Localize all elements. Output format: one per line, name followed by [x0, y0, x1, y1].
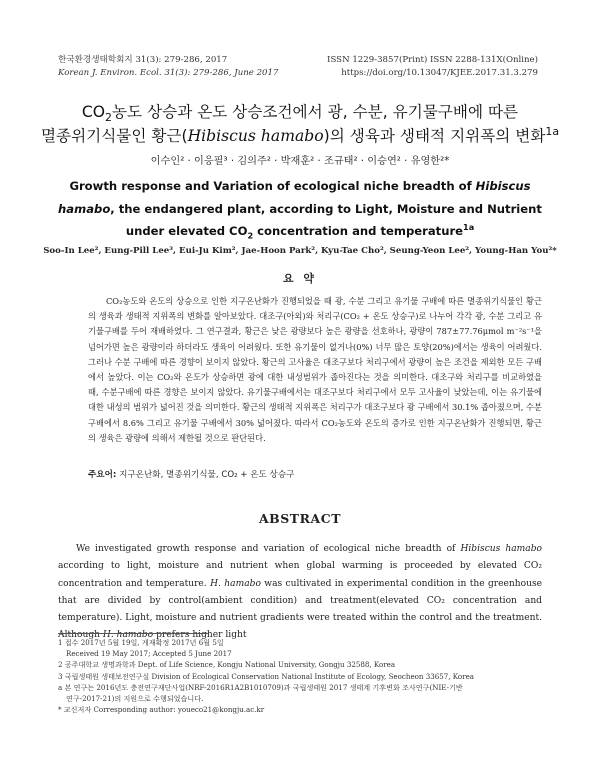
footnote-1-ko: 1 접수 2017년 5월 19일, 게재확정 2017년 6월 5일 [58, 638, 224, 647]
footnote-3: 3 국립생태원 생태보전연구실 Division of Ecological Conservation National Institute of Ecology, Seocheon 33657, Korea [58, 671, 475, 681]
abstract-seg3: was cultivated in experimental condition in the greenhouse that are divided by control(ambient condition) and treatment(elevated CO₂ concentration and temperature). Light, moisture and nutrient gradients were treated within the control and the treatment. Although [58, 578, 542, 641]
abstract-heading: ABSTRACT [258, 511, 342, 526]
footnote-2: 2 공주대학교 생명과학과 Dept. of Life Science, Kongju National University, Gongju 32588, Korea [58, 660, 396, 670]
abstract-species-2: H. hamabo [210, 578, 261, 589]
title-ko-line1: 농도 상승과 온도 상승조건에서 광, 수분, 유기물구배에 따른 [111, 103, 519, 121]
title-korean [40, 100, 560, 148]
footnote-1-en: Received 19 May 2017; Accepted 5 June 2017 [66, 649, 232, 659]
title-ko-co2: CO [81, 103, 106, 121]
issn: ISSN 1229-3857(Print) ISSN 2288-131X(Online) [327, 55, 538, 65]
title-en-part2: , the endangered plant, according to Light, Moisture and Nutrient under elevated CO [110, 201, 542, 238]
journal-header-right [327, 54, 538, 80]
keywords-text: 지구온난화, 멸종위기식물, CO₂ + 온도 상승구 [119, 470, 295, 480]
title-ko-line2-pre: 멸종위기식물인 황근( [40, 127, 188, 145]
keywords-label: 주요어: [88, 470, 117, 480]
abstract-seg1: We investigated growth response and variation of ecological niche breadth of [76, 544, 461, 554]
title-en-part1: Growth response and Variation of ecological niche breadth of [69, 179, 476, 193]
footnote-a-line2: 연구-2017-21)의 지원으로 수행되었습니다. [66, 694, 204, 704]
footnote-corresponding[interactable]: * 교신저자 Corresponding author: youeco21@kongju.ac.kr [58, 705, 265, 715]
abstract-seg4: prefers higher light [153, 630, 247, 641]
title-ko-species: Hibiscus hamabo [187, 127, 324, 145]
abstract-seg2: according to light, moisture and nutrient when global warming is proceeded by elevated CO₂ concentration and temperature. [58, 561, 542, 589]
abstract-species-1: Hibiscus hamabo [460, 544, 542, 554]
journal-citation-en: Korean J. Environ. Ecol. 31(3): 279-286, June 2017 [58, 68, 279, 78]
title-en-co2-sub: 2 [247, 230, 254, 241]
summary-heading: 요 약 [282, 272, 318, 285]
authors-english: Soo-In Lee², Eung-Pill Lee³, Eui-Ju Kim², Jae-Hoon Park², Kyu-Tae Cho², Seung-Yeon Lee², Young-Han You²* [43, 246, 557, 256]
footnote-a-line1: a 본 연구는 2016년도 충전연구재단사업(NRF-2016R1A2B1010709)과 국립생태원 2017 생태계 기후변화 조사연구(NIE-기반 [58, 682, 463, 692]
title-en-species: Hibiscus hamabo [58, 179, 531, 216]
title-ko-superscript: 1a [545, 124, 560, 138]
authors-korean: 이수인² · 이응필³ · 김의주² · 박재훈² · 조규태² · 이승연² · 유영한²* [150, 156, 450, 167]
journal-citation-ko: 한국환경생태학회지 31(3): 279-286, 2017 [58, 55, 228, 65]
abstract-paragraph [58, 541, 542, 645]
summary-paragraph: CO₂농도와 온도의 상승으로 인한 지구온난화가 진행되었을 때 광, 수분 그리고 유기물 구배에 따른 멸종위기식물인 황근의 생육과 생태적 지위폭의 변화를 알아보았다. 대조구(아외)와 처리구(CO₂ + 온도 상승구)로 나누어 각각 광, 수분 그리고 유기물구배를 두어 재배하였다. 그 연구결과, 황근은 낮은 광량보다 높은 광량을 선호하나, 광량이 787±77.76μmol m⁻²s⁻¹을 넘어가면 높은 광량이라 하더라도 생육이 어려웠다. 또한 유기물이 없거나(0%) 너무 많은 토양(20%)에서는 생육이 어려웠다. 그러나 수분 구배에 따른 경향이 보이지 않았다. 황근의 고사율은 대조구보다 처리구에서 광량이 높은 조건을 제외한 모든 구배에서 높았다. 이는 CO₂와 온도가 상승하면 광에 대한 내성범위가 좁아진다는 것을 의미한다. 대조구와 처리구를 비교하였을 때, 수분구배에 따른 경향은 보이지 않았다. 유기물구배에서는 대조구보다 처리구에서 모두 고사율이 낮았는데, 이는 유기물에 대한 내성의 범위가 넓어진 것을 의미한다. 황근의 생태적 지위폭은 처리구가 대조구보다 광 구배에서 30.1% 좁아졌으며, 수분 구배에서 8.6% 그리고 유기물 구배에서 30% 넓어졌다. 따라서 CO₂농도와 온도의 증가로 인한 지구온난화가 진행되면, 황근의 생육은 광량에 의해서 제한될 것으로 판단된다. [88, 296, 542, 443]
title-en-superscript: 1a [463, 222, 475, 233]
title-ko-line2-post: )의 생육과 생태적 지위폭의 변화 [323, 127, 546, 145]
doi-link[interactable]: https://doi.org/10.13047/KJEE.2017.31.3.279 [341, 68, 538, 78]
journal-header-left [58, 54, 278, 80]
footnotes [58, 637, 542, 715]
title-english [46, 175, 554, 243]
title-en-part3: concentration and temperature [253, 224, 464, 238]
footnote-divider [58, 633, 208, 634]
title-ko-co2-sub: 2 [105, 111, 112, 125]
keywords [88, 468, 542, 480]
abstract-species-3: H. hamabo [102, 630, 154, 641]
